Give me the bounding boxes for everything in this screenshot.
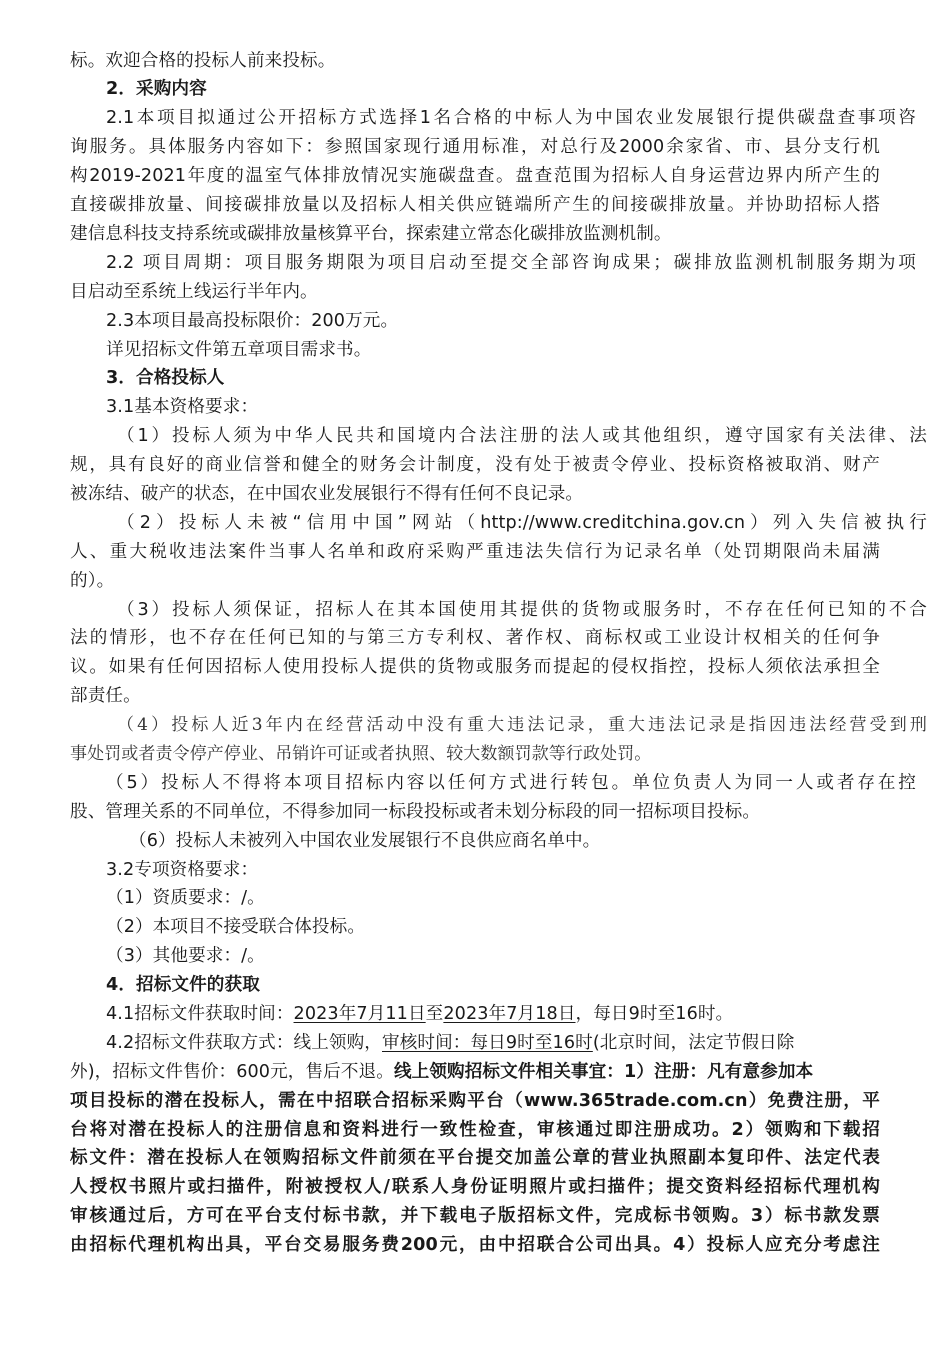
- text-line: 法的情形，也不存在任何已知的与第三方专利权、著作权、商标权或工业设计权相关的任何争: [70, 628, 880, 648]
- text-line: 被冻结、破产的状态，在中国农业发展银行不得有任何不良记录。: [70, 484, 584, 504]
- text-line: 目启动至系统上线运行半年内。: [70, 282, 318, 302]
- text-line: （6）投标人未被列入中国农业发展银行不良供应商名单中。: [129, 831, 601, 851]
- text-span: (北京时间，法定节假日除: [592, 1033, 795, 1053]
- text-line: 标文件：潜在投标人在领购招标文件前须在平台提交加盖公章的营业执照副本复印件、法定代表: [70, 1148, 880, 1168]
- text-span-bold: 线上领购招标文件相关事宜：1）注册：凡有意参加本: [393, 1062, 814, 1082]
- text-span: 外)，招标文件售价：600元，售后不退。: [70, 1062, 394, 1082]
- text-line: 3.2专项资格要求：: [106, 860, 259, 880]
- text-line: （5）投标人不得将本项目招标内容以任何方式进行转包。单位负责人为同一人或者存在控: [106, 773, 916, 793]
- text-line: 事处罚或者责令停产停业、吊销许可证或者执照、较大数额罚款等行政处罚。: [70, 744, 652, 764]
- text-line: 构2019-2021年度的温室气体排放情况实施碳盘查。盘查范围为招标人自身运营边界内所产生的: [70, 166, 880, 186]
- text-line: 2.2 项目周期：项目服务期限为项目启动至提交全部咨询成果；碳排放监测机制服务期为项: [106, 253, 916, 273]
- text-line: 审核通过后，方可在平台支付标书款，并下载电子版招标文件，完成标书领购。3）标书款发票: [70, 1206, 880, 1226]
- section-heading-3: 3．合格投标人: [106, 368, 225, 388]
- text-line: 人、重大税收违法案件当事人名单和政府采购严重违法失信行为记录名单（处罚期限尚未届满: [70, 542, 880, 562]
- text-line: （2）本项目不接受联合体投标。: [106, 917, 366, 937]
- text-line: 台将对潜在投标人的注册信息和资料进行一致性检查，审核通过即注册成功。2）领购和下载招: [70, 1120, 880, 1140]
- text-line: （3）投标人须保证，招标人在其本国使用其提供的货物或服务时，不存在任何已知的不合: [117, 600, 927, 620]
- text-line: 议。如果有任何因招标人使用投标人提供的货物或服务而提起的侵权指控，投标人须依法承担全: [70, 657, 880, 677]
- text-span: 至: [425, 1004, 444, 1024]
- text-line: 3.1基本资格要求：: [106, 397, 259, 417]
- text-line: 项目投标的潜在投标人，需在中招联合招标采购平台（www.365trade.com.cn）免费注册，平: [70, 1091, 880, 1111]
- text-line: 人授权书照片或扫描件，附被授权人/联系人身份证明照片或扫描件；提交资料经招标代理机构: [70, 1177, 880, 1197]
- text-line: 直接碳排放量、间接碳排放量以及招标人相关供应链端所产生的间接碳排放量。并协助招标人搭: [70, 195, 880, 215]
- text-line: （2）投标人未被“信用中国”网站（http://www.creditchina.gov.cn）列入失信被执行: [117, 513, 927, 533]
- text-line: [70, 1000, 916, 1028]
- text-line: （1）资质要求：/。: [106, 888, 265, 908]
- text-span: ，每日9时至16时。: [575, 1004, 734, 1024]
- review-time: 审核时间：每日9时至16时: [382, 1033, 593, 1053]
- text-span: 4.1招标文件获取时间：: [106, 1004, 294, 1024]
- text-line: 标。欢迎合格的投标人前来投标。: [70, 51, 336, 71]
- date-start: 2023年7月11日: [293, 1004, 426, 1024]
- text-line: 规，具有良好的商业信誉和健全的财务会计制度，没有处于被责令停业、投标资格被取消、财产: [70, 455, 880, 475]
- text-line: 建信息科技支持系统或碳排放量核算平台，探索建立常态化碳排放监测机制。: [70, 224, 672, 244]
- text-line: （1）投标人须为中华人民共和国境内合法注册的法人或其他组织，遵守国家有关法律、法: [117, 426, 927, 446]
- text-line: （3）其他要求：/。: [106, 946, 265, 966]
- text-line: [70, 1058, 880, 1086]
- text-line: （4）投标人近3年内在经营活动中没有重大违法记录，重大违法记录是指因违法经营受到刑: [117, 715, 927, 735]
- text-line: [70, 1029, 916, 1057]
- text-line: 由招标代理机构出具，平台交易服务费200元，由中招联合公司出具。4）投标人应充分考虑注: [70, 1235, 880, 1255]
- text-line: 的）。: [70, 571, 115, 591]
- date-end: 2023年7月18日: [443, 1004, 576, 1024]
- text-line: 部责任。: [70, 686, 141, 706]
- section-heading-4: 4．招标文件的获取: [106, 975, 260, 995]
- text-line: 询服务。具体服务内容如下：参照国家现行通用标准，对总行及2000余家省、市、县分支行机: [70, 137, 880, 157]
- text-line: 2.1本项目拟通过公开招标方式选择1名合格的中标人为中国农业发展银行提供碳盘查事项咨: [106, 108, 916, 128]
- text-line: 2.3本项目最高投标限价：200万元。: [106, 311, 399, 331]
- section-heading-2: 2．采购内容: [106, 79, 207, 99]
- text-span: 4.2招标文件获取方式：线上领购，: [106, 1033, 382, 1053]
- text-line: 股、管理关系的不同单位，不得参加同一标段投标或者未划分标段的同一招标项目投标。: [70, 802, 761, 822]
- text-line: 详见招标文件第五章项目需求书。: [106, 340, 372, 360]
